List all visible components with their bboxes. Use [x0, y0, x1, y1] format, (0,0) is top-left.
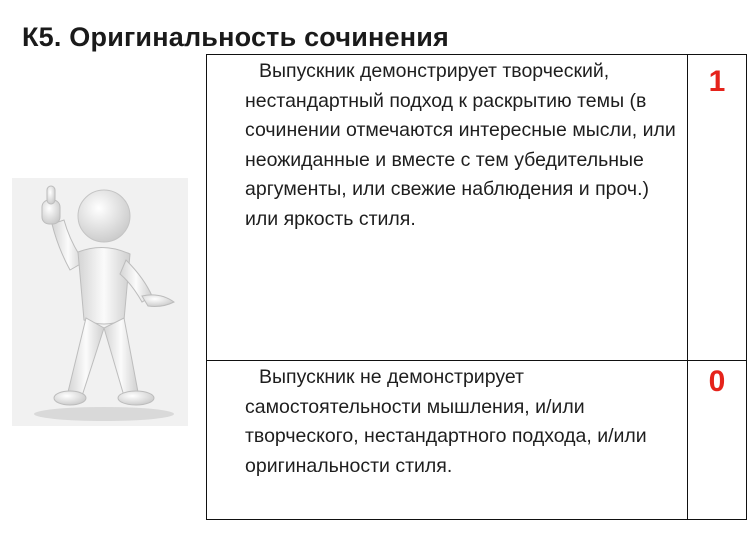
table-row [207, 361, 747, 520]
criterion-description: Выпускник не демонстрирует самостоятельности мышления, и/или творческого, нестандартного подхода, и/или оригинальности стиля. [245, 366, 647, 477]
thumbs-up-figure-icon [12, 178, 188, 426]
criterion-description-cell [207, 55, 688, 361]
criterion-description: Выпускник демонстрирует творческий, нестандартный подход к раскрытию темы (в сочинении отмечаются интересные мысли, или неожиданные и вместе с тем убедительные аргументы, или свежие наблюдения и проч.) или яркость стиля. [245, 60, 676, 230]
page-title: К5. Оригинальность сочинения [22, 22, 449, 52]
criterion-description-cell [207, 361, 688, 520]
score-value: 1 [708, 65, 726, 98]
score-value: 0 [708, 365, 726, 398]
criteria-table [206, 54, 747, 520]
score-cell [688, 361, 747, 520]
table-row [207, 55, 747, 361]
score-cell [688, 55, 747, 361]
